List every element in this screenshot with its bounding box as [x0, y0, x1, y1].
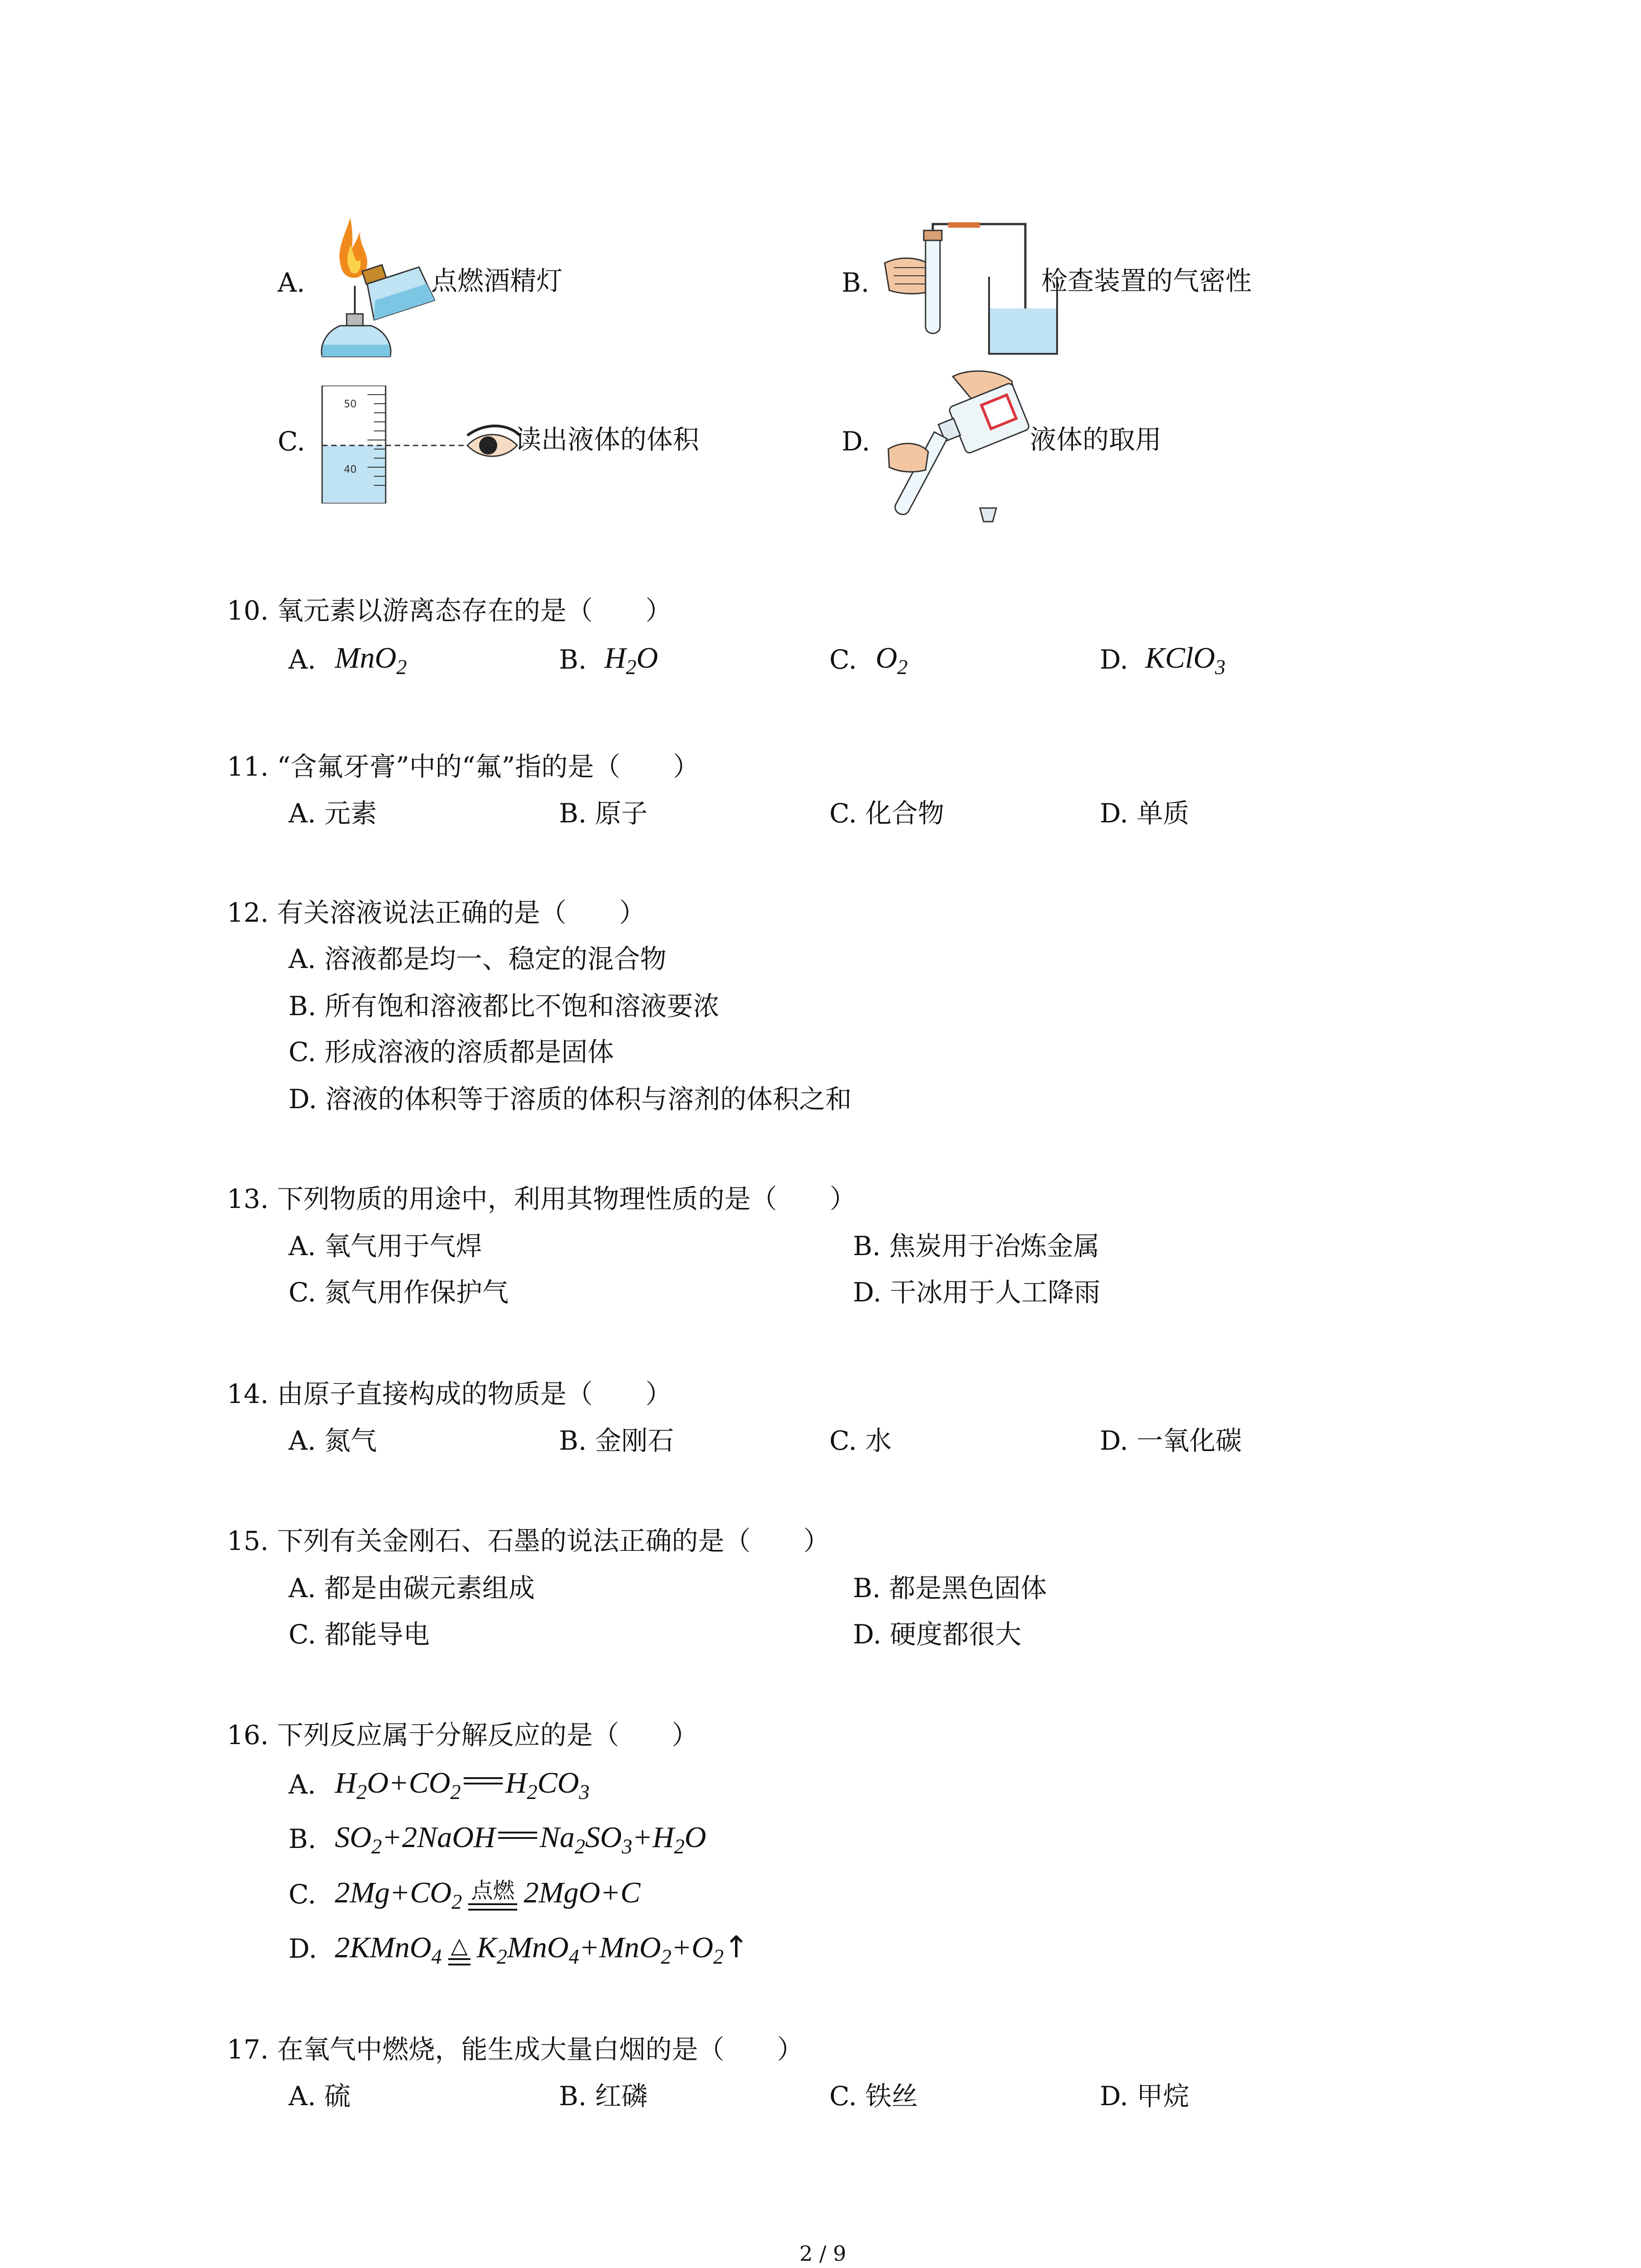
q10-option-d-letter: D. [1100, 644, 1128, 675]
cylinder-mark-40: 40 [344, 464, 357, 475]
q16-option-d-letter: D. [289, 1933, 317, 1964]
reaction-condition-ignite: 点燃 [468, 1880, 517, 1911]
q16-option-b-letter: B. [289, 1823, 317, 1854]
q10-option-b-letter: B. [559, 644, 587, 675]
q10-stem: 10. 氧元素以游离态存在的是（ ） [227, 595, 672, 626]
q12-option-d: D. 溶液的体积等于溶质的体积与溶剂的体积之和 [289, 1084, 852, 1114]
q13-option-c: C. 氮气用作保护气 [289, 1277, 509, 1308]
q13-option-b: B. 焦炭用于冶炼金属 [853, 1231, 1100, 1261]
q9-option-c-caption: 读出液体的体积 [515, 424, 700, 455]
q16-option-a-equation: $H_2O+CO_2$ $H_2CO_3$ [335, 1766, 590, 1804]
q15-stem: 15. 下列有关金刚石、石墨的说法正确的是（ ） [227, 1525, 830, 1556]
q16-option-c-equation: $2Mg+CO_2$ 点燃 2MgO+C [335, 1876, 641, 1913]
q11-option-d: D. 单质 [1100, 798, 1190, 829]
q10-option-c-formula: $O_2$ [876, 641, 908, 679]
page-number: 2 / 9 [799, 2241, 847, 2266]
q17-option-a: A. 硫 [289, 2081, 351, 2112]
q11-option-c: C. 化合物 [829, 798, 945, 829]
q9-option-a-caption: 点燃酒精灯 [431, 265, 563, 296]
q14-option-b: B. 金刚石 [559, 1425, 674, 1456]
q12-option-c: C. 形成溶液的溶质都是固体 [289, 1036, 614, 1067]
q15-option-c: C. 都能导电 [289, 1619, 430, 1650]
alcohol-lamp-icon [313, 209, 440, 363]
graduated-cylinder-icon [318, 386, 522, 503]
q17-stem: 17. 在氧气中燃烧，能生成大量白烟的是（ ） [227, 2034, 803, 2065]
q9-option-d-letter: D. [842, 426, 870, 457]
q9-option-a-letter: A. [278, 267, 305, 298]
q16-stem: 16. 下列反应属于分解反应的是（ ） [227, 1720, 698, 1750]
q14-option-a: A. 氮气 [289, 1425, 377, 1456]
reaction-condition-heat: △ [448, 1935, 470, 1965]
q10-option-b-formula: $H_2O$ [604, 641, 658, 679]
q17-option-c: C. 铁丝 [829, 2081, 918, 2112]
q13-stem: 13. 下列物质的用途中，利用其物理性质的是（ ） [227, 1183, 856, 1214]
q9-option-b-caption: 检查装置的气密性 [1041, 265, 1252, 296]
q16-option-a-letter: A. [289, 1769, 316, 1800]
q9-option-b-letter: B. [842, 267, 870, 298]
q14-option-c: C. 水 [829, 1425, 892, 1456]
q13-option-a: A. 氧气用于气焊 [289, 1231, 482, 1261]
q15-option-d: D. 硬度都很大 [853, 1619, 1022, 1650]
q14-option-d: D. 一氧化碳 [1100, 1425, 1242, 1456]
q14-stem: 14. 由原子直接构成的物质是（ ） [227, 1378, 672, 1409]
q11-option-b: B. 原子 [559, 798, 648, 829]
q16-option-b-equation: $SO_2+2NaOH$ $Na_2SO_3+H_2O$ [335, 1821, 706, 1858]
q15-option-a: A. 都是由碳元素组成 [289, 1573, 535, 1603]
q15-option-b: B. 都是黑色固体 [853, 1573, 1047, 1603]
q17-option-b: B. 红磷 [559, 2081, 648, 2112]
gas-arrow-icon: ↑ [724, 1930, 749, 1965]
q12-option-b: B. 所有饱和溶液都比不饱和溶液要浓 [289, 991, 720, 1022]
q10-option-a-formula: MnO$_2$ [335, 641, 407, 679]
pouring-liquid-icon [885, 363, 1034, 535]
q9-option-d-caption: 液体的取用 [1030, 424, 1162, 455]
q10-option-a-letter: A. [289, 644, 316, 675]
airtightness-check-icon [876, 222, 1062, 358]
cylinder-mark-50: 50 [344, 399, 357, 410]
q10-option-d-formula: KClO$_3$ [1145, 641, 1226, 679]
q12-stem: 12. 有关溶液说法正确的是（ ） [227, 897, 646, 928]
q16-option-c-letter: C. [289, 1879, 316, 1910]
q10-option-c-letter: C. [829, 644, 857, 675]
q11-stem: 11. “含氟牙膏”中的“氟”指的是（ ） [227, 751, 700, 782]
q11-option-a: A. 元素 [289, 798, 377, 829]
q9-option-c-letter: C. [278, 426, 305, 457]
q12-option-a: A. 溶液都是均一、稳定的混合物 [289, 943, 666, 974]
q16-option-d-equation: 2KMnO$_4$ △ $K_2MnO_4+MnO_2+O_2↑$ [335, 1930, 749, 1968]
q17-option-d: D. 甲烷 [1100, 2081, 1190, 2112]
q13-option-d: D. 干冰用于人工降雨 [853, 1277, 1101, 1308]
